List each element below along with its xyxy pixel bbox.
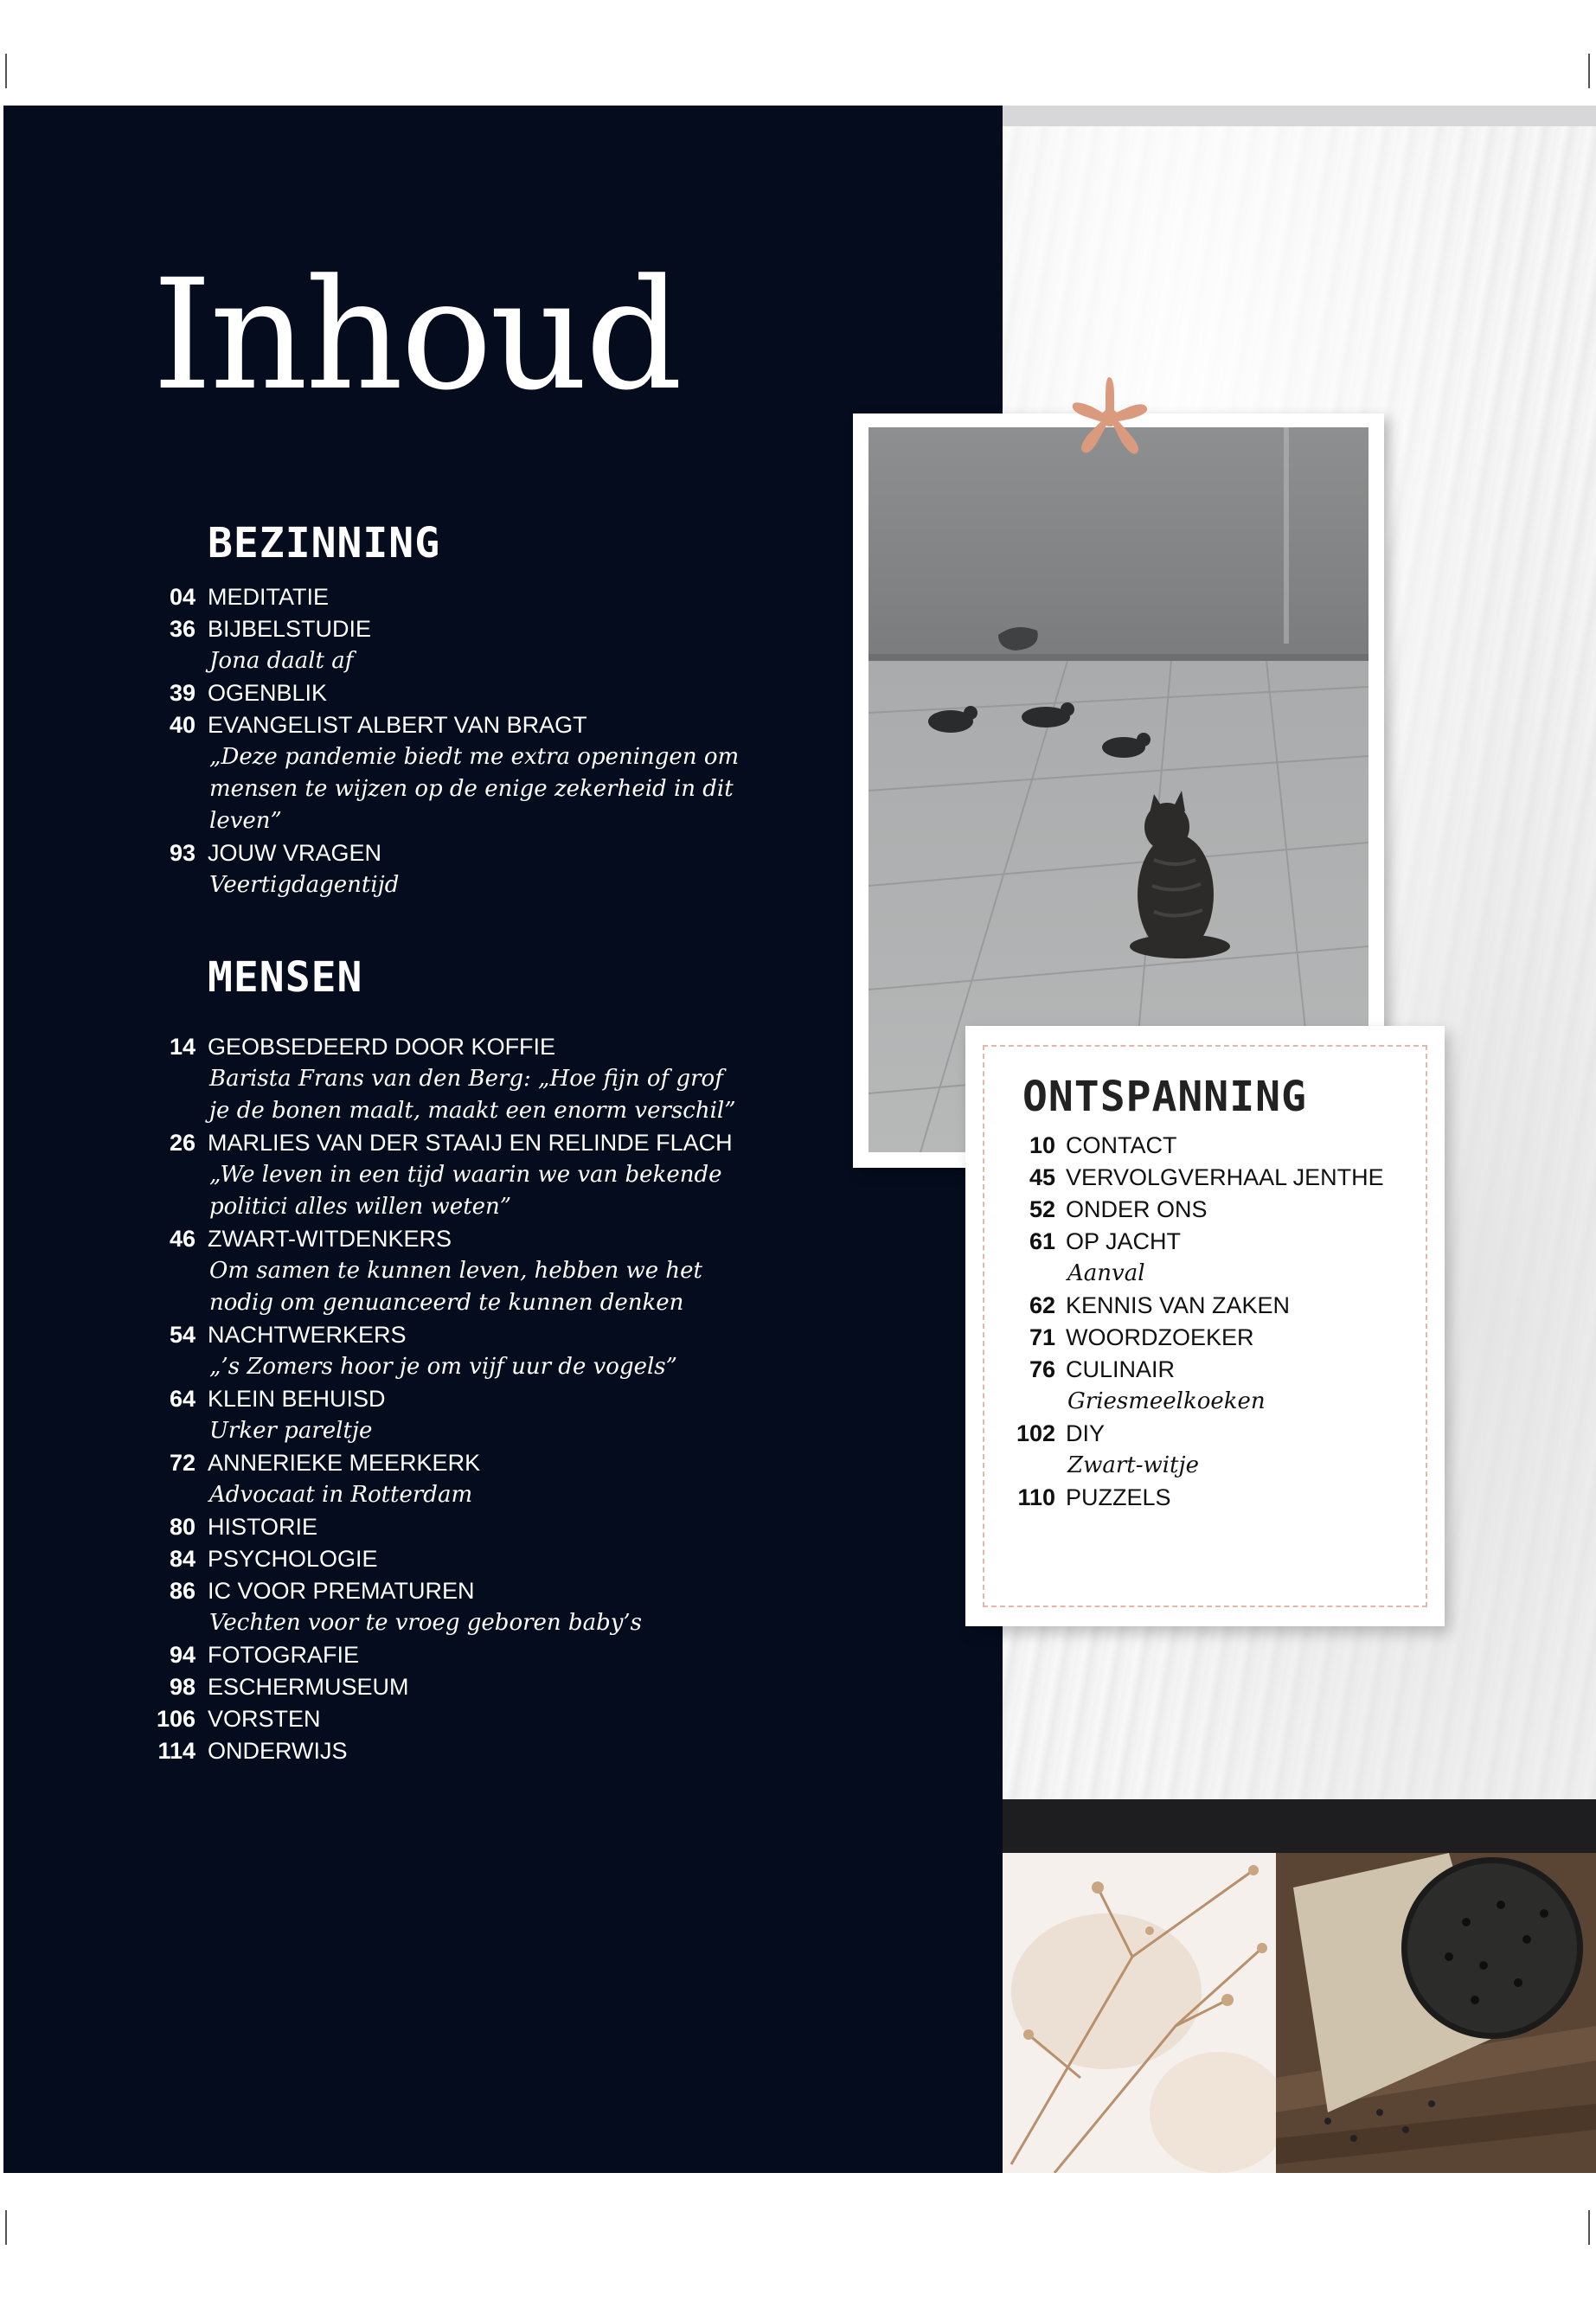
toc-entry[interactable] xyxy=(0,1575,986,1639)
entry-subtitle: Griesmeelkoeken xyxy=(1067,1388,1266,1414)
page-number: 62 xyxy=(1029,1292,1055,1318)
toc-list-ontspanning xyxy=(865,1130,1427,1514)
page-number: 72 xyxy=(169,1450,195,1476)
entry-title: ANNERIEKE MEERKERK xyxy=(208,1450,481,1476)
page-number: 71 xyxy=(1029,1324,1055,1350)
page-number: 80 xyxy=(169,1514,195,1540)
page-number: 46 xyxy=(169,1226,195,1252)
crop-mark xyxy=(5,54,7,88)
entry-title: MEDITATIE xyxy=(208,584,329,610)
entry-title: IC VOOR PREMATUREN xyxy=(208,1578,475,1604)
toc-entry[interactable] xyxy=(865,1290,1427,1322)
entry-title: OP JACHT xyxy=(1066,1228,1182,1254)
page-number: 52 xyxy=(1029,1196,1055,1222)
page-number: 98 xyxy=(169,1674,195,1700)
entry-title: EVANGELIST ALBERT VAN BRAGT xyxy=(208,712,587,738)
page-number: 40 xyxy=(169,712,195,738)
entry-title: OGENBLIK xyxy=(208,680,328,706)
entry-title: ONDER ONS xyxy=(1066,1196,1208,1222)
asterisk-star-icon xyxy=(1064,370,1159,465)
page-number: 10 xyxy=(1029,1132,1055,1158)
crop-mark xyxy=(5,2210,7,2245)
toc-entry[interactable] xyxy=(865,1354,1427,1418)
section-heading-bezinning: BEZINNING xyxy=(208,519,441,567)
page-number: 84 xyxy=(169,1546,195,1572)
toc-entry[interactable] xyxy=(0,581,986,613)
page-number: 94 xyxy=(169,1642,195,1668)
toc-entry[interactable] xyxy=(0,677,986,709)
entry-title: MARLIES VAN DER STAAIJ EN RELINDE FLACH xyxy=(208,1130,733,1156)
toc-entry[interactable] xyxy=(0,837,986,901)
toc-entry[interactable] xyxy=(865,1418,1427,1482)
entry-subtitle: „’s Zomers hoor je om vijf uur de vogels” xyxy=(209,1354,677,1380)
dark-strip xyxy=(1003,1799,1596,1853)
toc-entry[interactable] xyxy=(865,1322,1427,1354)
entry-title: FOTOGRAFIE xyxy=(208,1642,360,1668)
entry-title: CONTACT xyxy=(1066,1132,1177,1158)
page-number: 110 xyxy=(1017,1484,1055,1510)
page-number: 114 xyxy=(157,1738,195,1764)
entry-title: BIJBELSTUDIE xyxy=(208,616,372,642)
entry-title: KENNIS VAN ZAKEN xyxy=(1066,1292,1291,1318)
entry-subtitle: „Deze pandemie biedt me extra openingen om mensen te wijzen op de enige zekerheid in dit leven” xyxy=(209,744,740,834)
entry-subtitle: Om samen te kunnen leven, hebben we het nodig om genuanceerd te kunnen denken xyxy=(209,1258,702,1316)
section-heading-ontspanning: ONTSPANNING xyxy=(1022,1073,1307,1121)
page-number: 36 xyxy=(169,616,195,642)
toc-entry[interactable] xyxy=(865,1482,1427,1514)
toc-entry[interactable] xyxy=(865,1194,1427,1226)
toc-entry[interactable] xyxy=(0,1735,986,1767)
page-number: 102 xyxy=(1016,1420,1055,1446)
entry-title: ONDERWIJS xyxy=(208,1738,348,1764)
page-number: 76 xyxy=(1029,1356,1055,1382)
entry-subtitle: Advocaat in Rotterdam xyxy=(209,1482,473,1508)
entry-title: ZWART-WITDENKERS xyxy=(208,1226,452,1252)
page-number: 93 xyxy=(169,840,195,866)
toc-entry[interactable] xyxy=(865,1226,1427,1290)
crop-mark xyxy=(1588,2210,1590,2245)
toc-entry[interactable] xyxy=(0,613,986,677)
entry-title: WOORDZOEKER xyxy=(1066,1324,1254,1350)
page-number: 39 xyxy=(169,680,195,706)
entry-title: DIY xyxy=(1066,1420,1106,1446)
entry-title: JOUW VRAGEN xyxy=(208,840,382,866)
entry-title: CULINAIR xyxy=(1066,1356,1176,1382)
entry-title: VERVOLGVERHAAL JENTHE xyxy=(1066,1164,1384,1190)
page-number: 04 xyxy=(169,584,195,610)
toc-entry[interactable] xyxy=(0,1639,986,1671)
entry-subtitle: Veertigdagentijd xyxy=(209,872,400,898)
page-number: 86 xyxy=(169,1578,195,1604)
page-number: 26 xyxy=(169,1130,195,1156)
entry-subtitle: Barista Frans van den Berg: „Hoe fijn of grof je de bonen maalt, maakt een enorm verschil” xyxy=(209,1066,736,1124)
toc-entry[interactable] xyxy=(0,1671,986,1703)
toc-entry[interactable] xyxy=(865,1130,1427,1162)
grey-top-bar xyxy=(1003,106,1596,126)
toc-entry[interactable] xyxy=(0,1511,986,1543)
page-number: 61 xyxy=(1029,1228,1055,1254)
entry-title: PUZZELS xyxy=(1066,1484,1171,1510)
entry-title: GEOBSEDEERD DOOR KOFFIE xyxy=(208,1034,556,1060)
entry-subtitle: Urker pareltje xyxy=(209,1418,373,1444)
toc-entry[interactable] xyxy=(865,1162,1427,1194)
entry-subtitle: „We leven in een tijd waarin we van bekende politici alles willen weten” xyxy=(209,1162,722,1220)
page-number: 14 xyxy=(169,1034,195,1060)
entry-title: VORSTEN xyxy=(208,1706,321,1732)
page-number: 64 xyxy=(169,1386,195,1412)
toc-entry[interactable] xyxy=(0,1383,986,1447)
page-number: 45 xyxy=(1029,1164,1055,1190)
toc-list-mensen xyxy=(0,1031,986,1767)
entry-title: KLEIN BEHUISD xyxy=(208,1386,386,1412)
entry-title: NACHTWERKERS xyxy=(208,1322,407,1348)
page-number: 106 xyxy=(156,1706,195,1732)
page-number: 54 xyxy=(169,1322,195,1348)
toc-list-bezinning xyxy=(0,581,986,901)
entry-subtitle: Zwart-witje xyxy=(1067,1452,1199,1478)
entry-subtitle: Vechten voor te vroeg geboren baby’s xyxy=(209,1610,643,1636)
entry-title: PSYCHOLOGIE xyxy=(208,1546,378,1572)
toc-entry[interactable] xyxy=(0,1447,986,1511)
black-seeds-photo xyxy=(1276,1853,1596,2173)
crop-mark xyxy=(1588,54,1590,88)
entry-title: ESCHERMUSEUM xyxy=(208,1674,409,1700)
entry-subtitle: Aanval xyxy=(1067,1260,1145,1286)
toc-entry[interactable] xyxy=(0,1127,986,1223)
toc-entry[interactable] xyxy=(0,1031,986,1127)
entry-title: HISTORIE xyxy=(208,1514,318,1540)
page-title: Inhoud xyxy=(152,247,681,424)
toc-entry[interactable] xyxy=(0,709,986,837)
section-heading-mensen: MENSEN xyxy=(208,953,363,1002)
toc-entry[interactable] xyxy=(0,1703,986,1735)
toc-entry[interactable] xyxy=(0,1543,986,1575)
toc-entry[interactable] xyxy=(0,1223,986,1319)
dried-flowers-photo xyxy=(1003,1853,1276,2173)
toc-entry[interactable] xyxy=(0,1319,986,1383)
entry-subtitle: Jona daalt af xyxy=(209,648,354,674)
